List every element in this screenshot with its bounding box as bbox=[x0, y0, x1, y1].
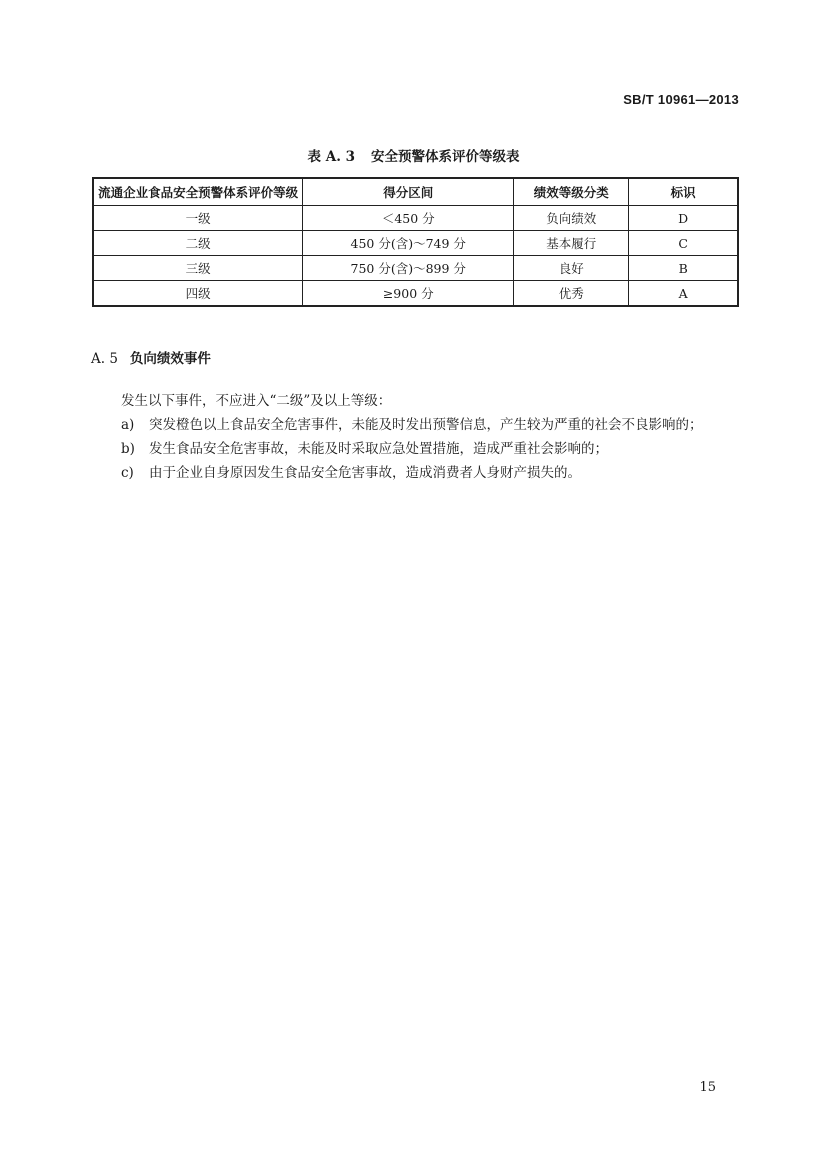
section-title: 负向绩效事件 bbox=[129, 351, 211, 367]
page-number: 15 bbox=[699, 1080, 716, 1095]
table-cell: 良好 bbox=[514, 256, 629, 281]
table-cell: 二级 bbox=[93, 231, 303, 256]
section-number: A. 5 bbox=[91, 351, 118, 367]
table-row bbox=[93, 256, 738, 281]
list-item-mark: b) bbox=[121, 441, 135, 457]
table-cell: C bbox=[629, 231, 738, 256]
section-heading bbox=[91, 347, 211, 367]
grade-table bbox=[92, 177, 739, 307]
header-cell-performance: 绩效等级分类 bbox=[514, 178, 629, 206]
table-cell: D bbox=[629, 206, 738, 231]
table-row bbox=[93, 281, 738, 307]
list-item bbox=[121, 413, 703, 437]
list-item bbox=[121, 461, 703, 485]
table-cell: 一级 bbox=[93, 206, 303, 231]
table-header-row bbox=[93, 178, 738, 206]
table-row bbox=[93, 206, 738, 231]
table-cell: 750 分(含)～899 分 bbox=[303, 256, 514, 281]
table-cell: 450 分(含)～749 分 bbox=[303, 231, 514, 256]
list-item-text: 由于企业自身原因发生食品安全危害事故，造成消费者人身财产损失的。 bbox=[149, 465, 581, 481]
table-cell: ≥900 分 bbox=[303, 281, 514, 307]
table-caption-title: 安全预警体系评价等级表 bbox=[370, 149, 520, 165]
table-caption-number: 表 A. 3 bbox=[307, 149, 355, 165]
table-cell: 四级 bbox=[93, 281, 303, 307]
table-row bbox=[93, 231, 738, 256]
table-cell: A bbox=[629, 281, 738, 307]
table-caption bbox=[0, 145, 827, 165]
standard-code: SB/T 10961—2013 bbox=[623, 92, 739, 107]
list-item-text: 突发橙色以上食品安全危害事件，未能及时发出预警信息，产生较为严重的社会不良影响的； bbox=[149, 417, 703, 433]
table-cell: 三级 bbox=[93, 256, 303, 281]
list-item-text: 发生食品安全危害事故，未能及时采取应急处置措施，造成严重社会影响的； bbox=[149, 441, 608, 457]
header-cell-mark: 标识 bbox=[629, 178, 738, 206]
header-cell-level: 流通企业食品安全预警体系评价等级 bbox=[93, 178, 303, 206]
list-item bbox=[121, 437, 703, 461]
table-cell: 负向绩效 bbox=[514, 206, 629, 231]
section-intro: 发生以下事件，不应进入“二级”及以上等级： bbox=[121, 393, 392, 409]
list-item-mark: c) bbox=[121, 465, 134, 481]
list-item-mark: a) bbox=[121, 417, 135, 433]
header-cell-score-range: 得分区间 bbox=[303, 178, 514, 206]
table-cell: 优秀 bbox=[514, 281, 629, 307]
table-cell: B bbox=[629, 256, 738, 281]
table-cell: ＜450 分 bbox=[303, 206, 514, 231]
table-cell: 基本履行 bbox=[514, 231, 629, 256]
event-list bbox=[121, 413, 703, 485]
